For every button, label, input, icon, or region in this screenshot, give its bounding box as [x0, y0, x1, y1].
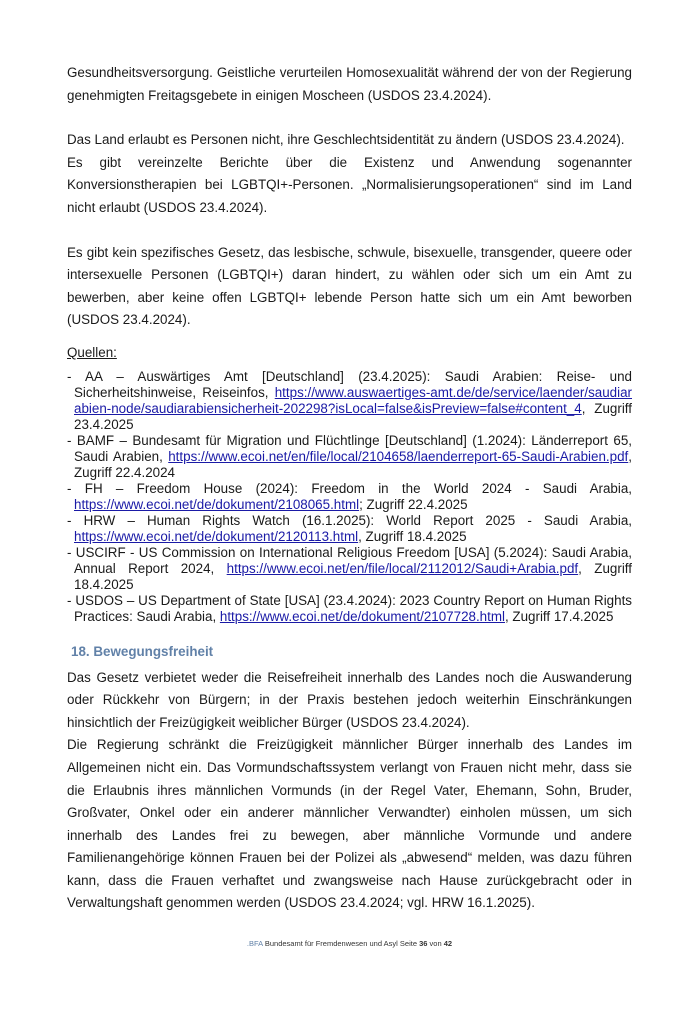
source-item	[67, 593, 632, 625]
source-link[interactable]: https://www.ecoi.net/de/dokument/2108065.html	[74, 496, 360, 512]
source-access: , Zugriff 22.4.2024	[74, 448, 632, 480]
page-total: 42	[443, 939, 453, 949]
source-link[interactable]: https://www.ecoi.net/de/dokument/2107728.html	[219, 608, 505, 624]
source-access: ; Zugriff 22.4.2025	[359, 496, 468, 512]
source-text: - USCIRF - US Commission on International Religious Freedom [USA] (5.2024): Saudi Arabia, Annual Report 2024,	[67, 544, 632, 576]
source-text: - FH – Freedom House (2024): Freedom in the World 2024 - Saudi Arabia,	[67, 480, 632, 496]
paragraph: Das Land erlaubt es Personen nicht, ihre Geschlechtsidentität zu ändern (USDOS 23.4.2024).	[67, 132, 625, 148]
source-access: , Zugriff 18.4.2025	[74, 560, 632, 592]
source-text: - USDOS – US Department of State [USA] (23.4.2024): 2023 Country Report on Human Rights Practices: Saudi Arabia,	[67, 592, 632, 624]
source-item	[67, 513, 632, 545]
source-link[interactable]: https://www.ecoi.net/en/file/local/2104658/laenderreport-65-Saudi-Arabien.pdf	[168, 448, 629, 464]
paragraph: Das Gesetz verbietet weder die Reisefreiheit innerhalb des Landes noch die Auswanderung oder Rückkehr von Bürgern; in der Praxis bestehen jedoch weiterhin Einschränkungen hinsichtlich der Freizügigkeit weiblicher Bürger (USDOS 23.4.2024).	[67, 669, 632, 730]
section-heading: 18. Bewegungsfreiheit	[71, 643, 214, 659]
bfa-logo-text: .BFA	[246, 939, 263, 949]
source-item	[67, 481, 632, 513]
page-footer	[67, 915, 632, 949]
source-access: , Zugriff 17.4.2025	[504, 608, 614, 624]
source-link[interactable]: https://www.ecoi.net/en/file/local/2112012/Saudi+Arabia.pdf	[226, 560, 579, 576]
paragraph: Es gibt vereinzelte Berichte über die Existenz und Anwendung sogenannter Konversionstherapien bei LGBTQI+-Personen. „Normalisierungsoperationen“ sind im Land nicht erlaubt (USDOS 23.4.2024).	[67, 154, 632, 215]
source-link[interactable]: https://www.ecoi.net/de/dokument/2120113.html	[74, 528, 359, 544]
sources-label: Quellen:	[67, 344, 117, 360]
source-access: , Zugriff 18.4.2025	[358, 528, 467, 544]
source-access: , Zugriff 23.4.2025	[74, 400, 632, 432]
source-item	[67, 369, 632, 433]
sources-list	[67, 369, 632, 625]
source-text: - BAMF – Bundesamt für Migration und Flüchtlinge [Deutschland] (1.2024): Länderreport 65, Saudi Arabien,	[67, 432, 632, 464]
source-text: - AA – Auswärtiges Amt [Deutschland] (23.4.2025): Saudi Arabien: Reise- und Sicherheitshinweise, Reiseinfos,	[67, 368, 632, 400]
paragraph: Die Regierung schränkt die Freizügigkeit männlicher Bürger innerhalb des Landes im Allgemeinen nicht ein. Das Vormundschaftssystem verlangt von Frauen nicht mehr, dass sie die Erlaubnis ihres männlichen Vormunds (in der Regel Vater, Ehemann, Sohn, Bruder, Großvater, Onkel oder ein anderer männlicher Verwandter) einholen müssen, um sich innerhalb des Landes frei zu bewegen, aber männliche Vormunde und andere Familienangehörige können Frauen bei der Polizei als „abwesend“ melden, was dazu führen kann, dass die Frauen verhaftet und zwangsweise nach Hause zurückgebracht oder in Verwaltungshaft genommen werden (USDOS 23.4.2024; vgl. HRW 16.1.2025).	[67, 737, 632, 911]
page-number: 36	[419, 939, 428, 949]
source-text: - HRW – Human Rights Watch (16.1.2025): World Report 2025 - Saudi Arabia,	[67, 512, 632, 528]
paragraph: Gesundheitsversorgung. Geistliche verurteilen Homosexualität während der von der Regierung genehmigten Freitagsgebete in einigen Moscheen (USDOS 23.4.2024).	[67, 65, 632, 103]
source-item	[67, 433, 632, 481]
footer-of: von	[427, 939, 444, 949]
paragraph: Es gibt kein spezifisches Gesetz, das lesbische, schwule, bisexuelle, transgender, queere oder intersexuelle Personen (LGBTQI+) daran hindert, zu wählen oder sich um ein Amt zu bewerben, aber keine offen LGBTQI+ lebende Person hatte sich um ein Amt beworben (USDOS 23.4.2024).	[67, 244, 632, 328]
footer-text: Bundesamt für Fremdenwesen und Asyl Seite	[262, 939, 420, 949]
source-item	[67, 545, 632, 593]
source-link[interactable]: https://www.auswaertiges-amt.de/de/service/laender/saudiarabien-node/saudiarabiensicherheit-202298?isLocal=false&isPreview=false#content_4	[74, 384, 632, 416]
